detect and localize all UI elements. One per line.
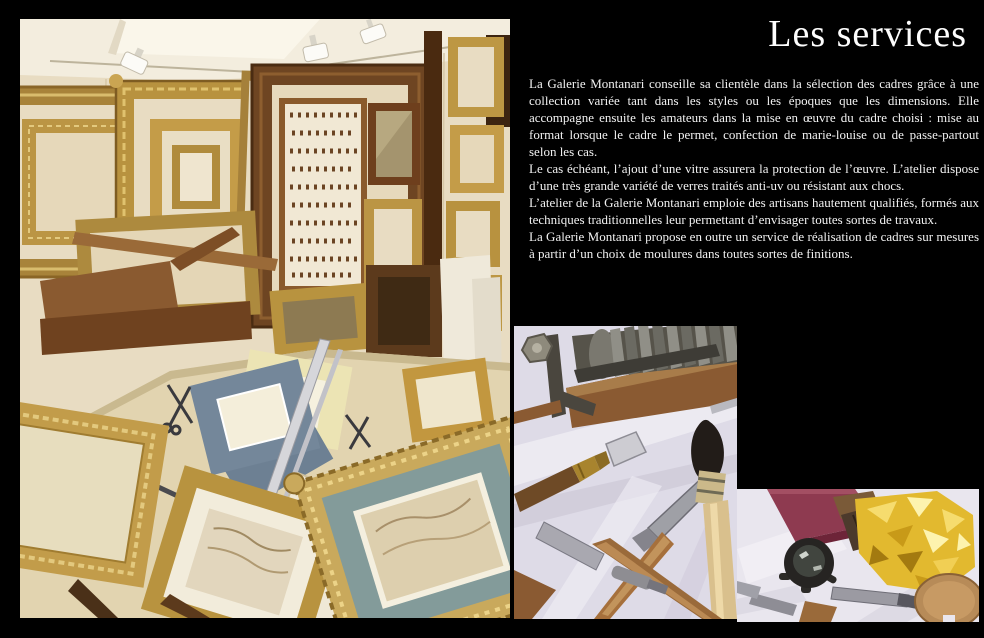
workshop-photo-illustration — [20, 19, 510, 618]
tools-photo — [514, 326, 737, 619]
body-paragraph: La Galerie Montanari propose en outre un service de réalisation de cadres sur mesures à partir d’un choix de moulures dans toutes sortes de finitions. — [529, 229, 979, 261]
services-description — [529, 75, 979, 262]
tools-photo-illustration — [514, 326, 737, 619]
workshop-photo — [20, 19, 510, 618]
body-paragraph: La Galerie Montanari conseille sa clientèle dans la sélection des cadres grâce à une collection variée tant dans les styles ou les époques que les dimensions. Elle accompagne ensuite les amateurs dans la mise en œuvre du cadre choisi : mise au format lorsque le cadre le permet, confection de marie-louise ou de passe-partout selon les cas. — [529, 76, 979, 159]
body-paragraph: L’atelier de la Galerie Montanari emploie des artisans hautement qualifiés, formés aux techniques traditionnelles leur permettant d’envisager toutes sortes de travaux. — [529, 195, 979, 227]
gilder-cushion — [915, 574, 979, 622]
gilding-photo — [737, 489, 979, 622]
page-title: Les services — [768, 13, 967, 55]
body-paragraph: Le cas échéant, l’ajout d’une vitre assurera la protection de l’œuvre. L’atelier dispose d’une très grande variété de verres traités anti-uv ou résistant aux chocs. — [529, 161, 979, 193]
gilding-photo-illustration — [737, 489, 979, 622]
